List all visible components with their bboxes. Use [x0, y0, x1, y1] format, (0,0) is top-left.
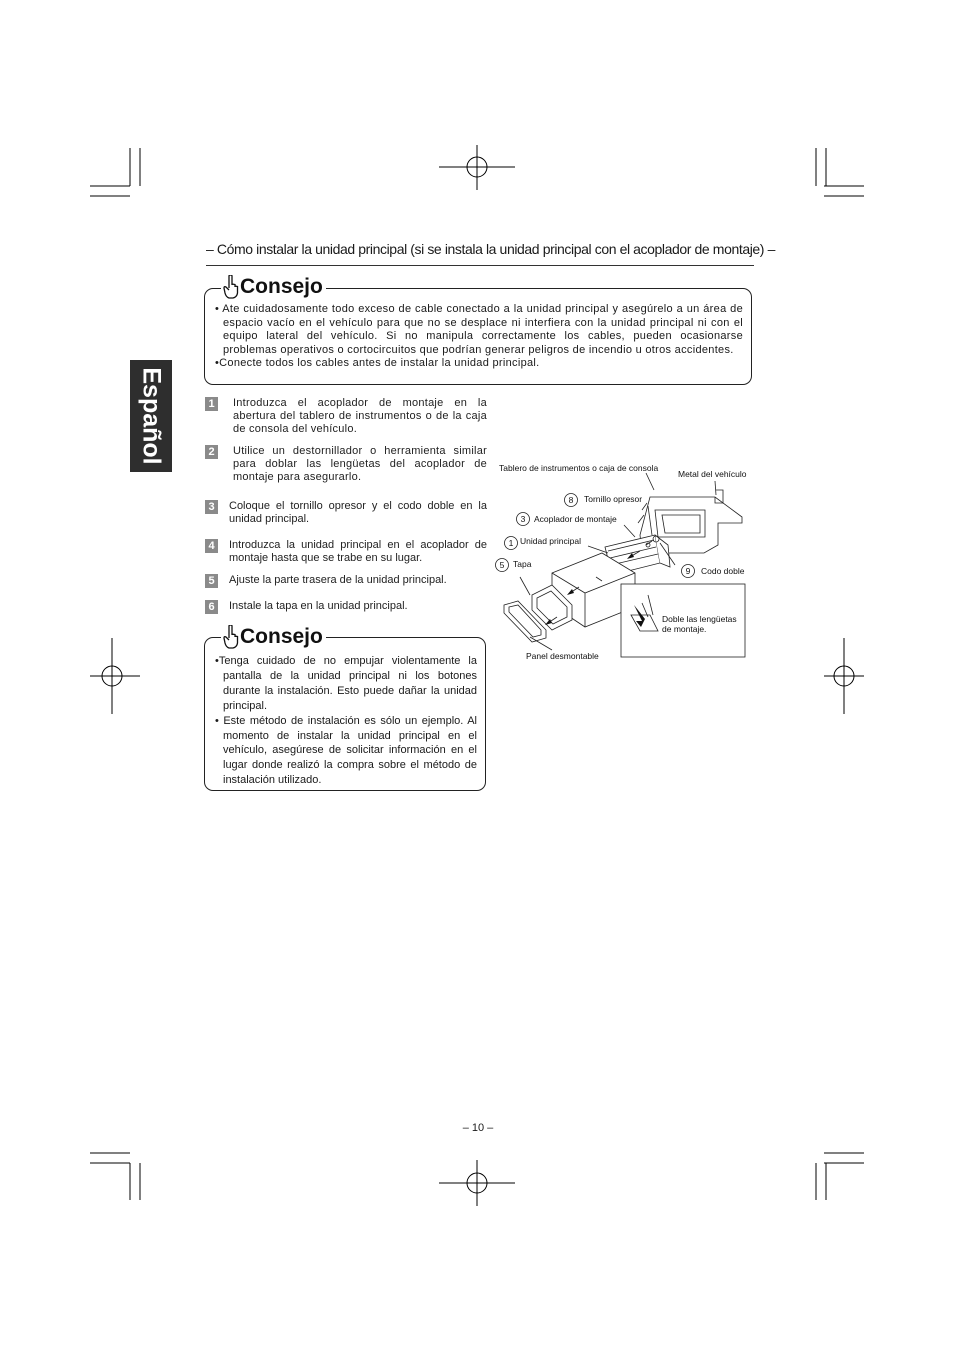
- installation-diagram: [490, 455, 760, 670]
- step-number: 3: [205, 500, 218, 514]
- label-set-screw: Tornillo opresor: [584, 494, 643, 504]
- label-double-elbow: Codo doble: [701, 566, 745, 576]
- language-side-tab: [130, 360, 172, 472]
- step-text: Instale la tapa en la unidad principal.: [229, 600, 408, 612]
- label-cover: Tapa: [513, 559, 532, 569]
- page-number: – 10 –: [462, 1122, 494, 1134]
- step-number: 4: [205, 539, 218, 553]
- label-bend-tabs-line2: de montaje.: [662, 624, 707, 634]
- label-main-unit-num: 1: [508, 538, 514, 548]
- language-label: Español: [137, 367, 166, 465]
- label-vehicle-metal: Metal del vehículo: [678, 469, 747, 479]
- step-6: [205, 600, 487, 613]
- step-5: [205, 574, 487, 587]
- tip-heading-2: [221, 625, 326, 649]
- tip-1-text: [215, 303, 743, 371]
- section-title: – Cómo instalar la unidad principal (si se instala la unidad principal con el acoplador de montaje) –: [206, 241, 775, 257]
- step-4: [205, 539, 487, 565]
- label-dashboard: Tablero de instrumentos o caja de consola: [499, 463, 659, 473]
- step-2: [205, 445, 487, 484]
- tip-1-item: •Conecte todos los cables antes de instalar la unidad principal.: [215, 357, 540, 369]
- label-mounting-sleeve: Acoplador de montaje: [534, 514, 617, 524]
- label-cover-num: 5: [499, 560, 505, 570]
- label-mounting-sleeve-num: 3: [520, 514, 526, 524]
- label-bend-tabs-line1: Doble las lengüetas: [662, 614, 737, 624]
- step-text: Utilice un destornillador o herramienta similar para doblar las lengüetas del acoplador de montaje para asegurarlo.: [233, 445, 487, 483]
- label-double-elbow-num: 9: [685, 566, 691, 576]
- label-set-screw-num: 8: [568, 495, 574, 505]
- step-3: [205, 500, 487, 526]
- step-text: Introduzca la unidad principal en el acoplador de montaje hasta que se trabe en su lugar.: [229, 539, 487, 564]
- tip-2-text: [215, 654, 477, 788]
- step-number: 2: [205, 445, 218, 459]
- tip-2-item: • Este método de instalación es sólo un ejemplo. Al momento de instalar la unidad principal en el vehículo, asegúrese de solicitar información en el lugar donde realizó la compra sobre el método de instalación utilizado.: [215, 714, 477, 787]
- step-number: 1: [205, 397, 218, 411]
- tip-heading-2-label: Consejo: [240, 625, 323, 648]
- step-text: Ajuste la parte trasera de la unidad principal.: [229, 574, 447, 586]
- step-text: Coloque el tornillo opresor y el codo doble en la unidad principal.: [229, 500, 487, 525]
- pointing-hand-icon: [223, 275, 239, 299]
- tip-heading-1: [221, 275, 326, 299]
- step-number: 6: [205, 600, 218, 614]
- tip-2-item: •Tenga cuidado de no empujar violentamente la pantalla de la unidad principal ni los botones durante la instalación. Esto puede dañar la unidad principal.: [215, 655, 477, 712]
- step-text: Introduzca el acoplador de montaje en la abertura del tablero de instrumentos o de la caja de consola del vehículo.: [233, 397, 487, 435]
- step-1: [205, 397, 487, 436]
- tip-1-item: • Ate cuidadosamente todo exceso de cable conectado a la unidad principal y asegúrelo a un área de espacio vacío en el vehículo para que no se desplace ni interfiera con la unidad principal ni con el equipo lateral del vehículo. Si no manipula correctamente los cables, pueden ocasionarse problemas operativos o cortocircuitos que podrían generar peligros de incendio u otros accidentes.: [215, 303, 743, 356]
- pointing-hand-icon: [223, 625, 239, 649]
- tip-heading-1-label: Consejo: [240, 275, 323, 298]
- step-number: 5: [205, 574, 218, 588]
- label-removable-panel: Panel desmontable: [526, 651, 599, 661]
- title-divider: [206, 265, 754, 266]
- label-main-unit: Unidad principal: [520, 536, 581, 546]
